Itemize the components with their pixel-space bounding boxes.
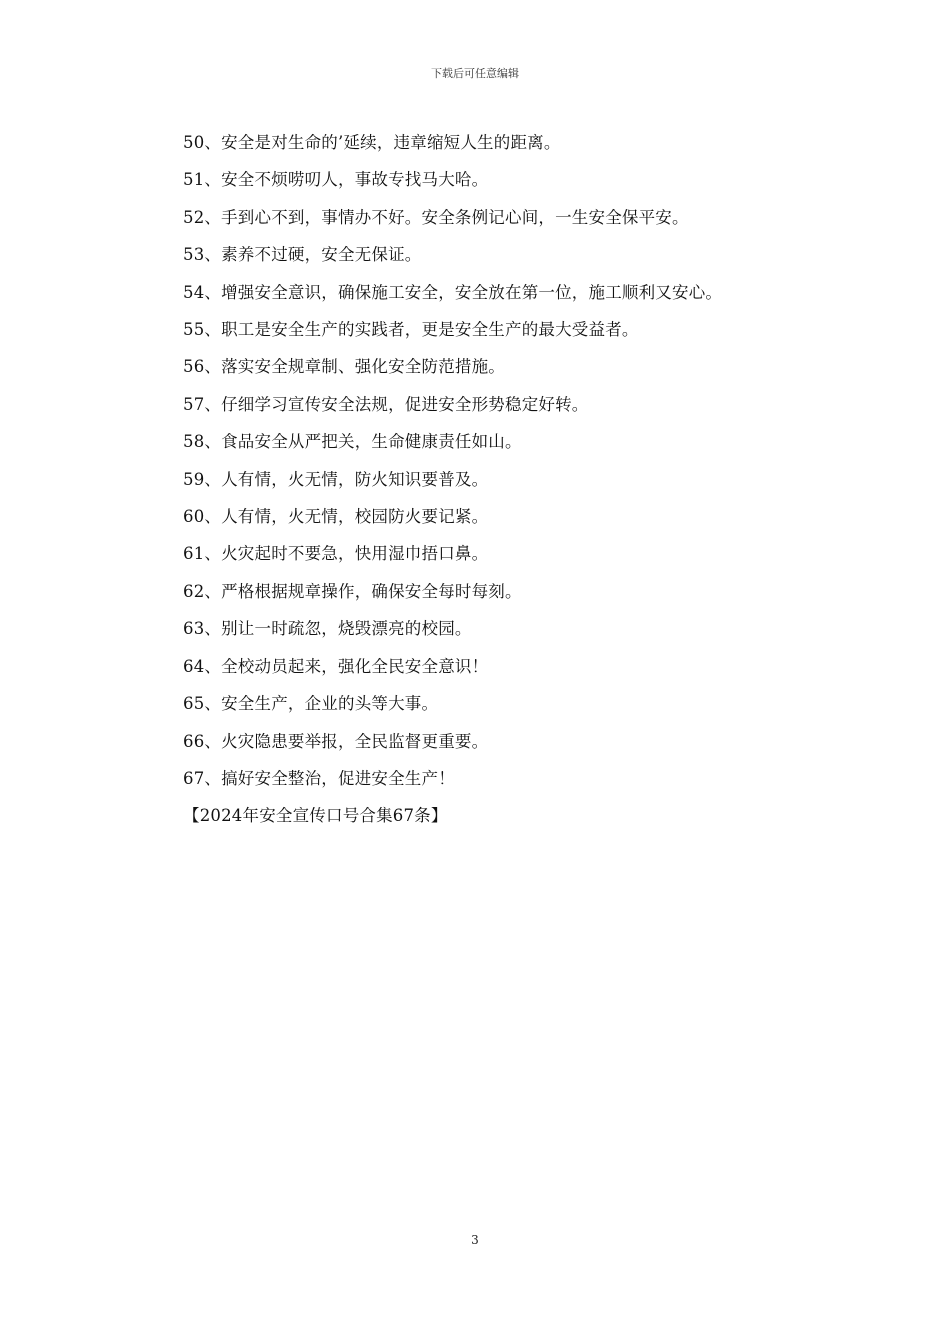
list-item: 54、增强安全意识，确保施工安全，安全放在第一位，施工顺利又安心。: [183, 282, 723, 302]
page-number: 3: [471, 1233, 479, 1247]
list-item: 67、搞好安全整治，促进安全生产！: [183, 768, 455, 788]
list-item: 59、人有情，火无情，防火知识要普及。: [183, 469, 489, 489]
document-body: [183, 124, 823, 835]
list-item: 57、仔细学习宣传安全法规，促进安全形势稳定好转。: [183, 394, 589, 414]
list-item: 65、安全生产，企业的头等大事。: [183, 694, 439, 714]
list-item: 50、安全是对生命的’延续，违章缩短人生的距离。: [183, 133, 561, 152]
list-item: 61、火灾起时不要急，快用湿巾捂口鼻。: [183, 544, 489, 564]
list-item: 53、素养不过硬，安全无保证。: [183, 245, 422, 265]
list-item: 51、安全不烦唠叨人，事故专找马大哈。: [183, 170, 489, 190]
document-footer-title: 【2024年安全宣传口号合集67条】: [183, 806, 448, 826]
list-item: 55、职工是安全生产的实践者，更是安全生产的最大受益者。: [183, 320, 639, 340]
list-item: 63、别让一时疏忽，烧毁漂亮的校园。: [183, 619, 472, 639]
list-item: 56、落实安全规章制、强化安全防范措施。: [183, 357, 505, 377]
list-item: 52、手到心不到，事情办不好。安全条例记心间，一生安全保平安。: [183, 207, 689, 227]
list-item: 58、食品安全从严把关，生命健康责任如山。: [183, 432, 522, 452]
list-item: 60、人有情，火无情，校园防火要记紧。: [183, 507, 489, 527]
list-item: 66、火灾隐患要举报，全民监督更重要。: [183, 731, 489, 751]
list-item: 64、全校动员起来，强化全民安全意识！: [183, 656, 489, 676]
list-item: 62、严格根据规章操作，确保安全每时每刻。: [183, 581, 522, 601]
page-header: 下载后可任意编辑: [431, 67, 519, 80]
